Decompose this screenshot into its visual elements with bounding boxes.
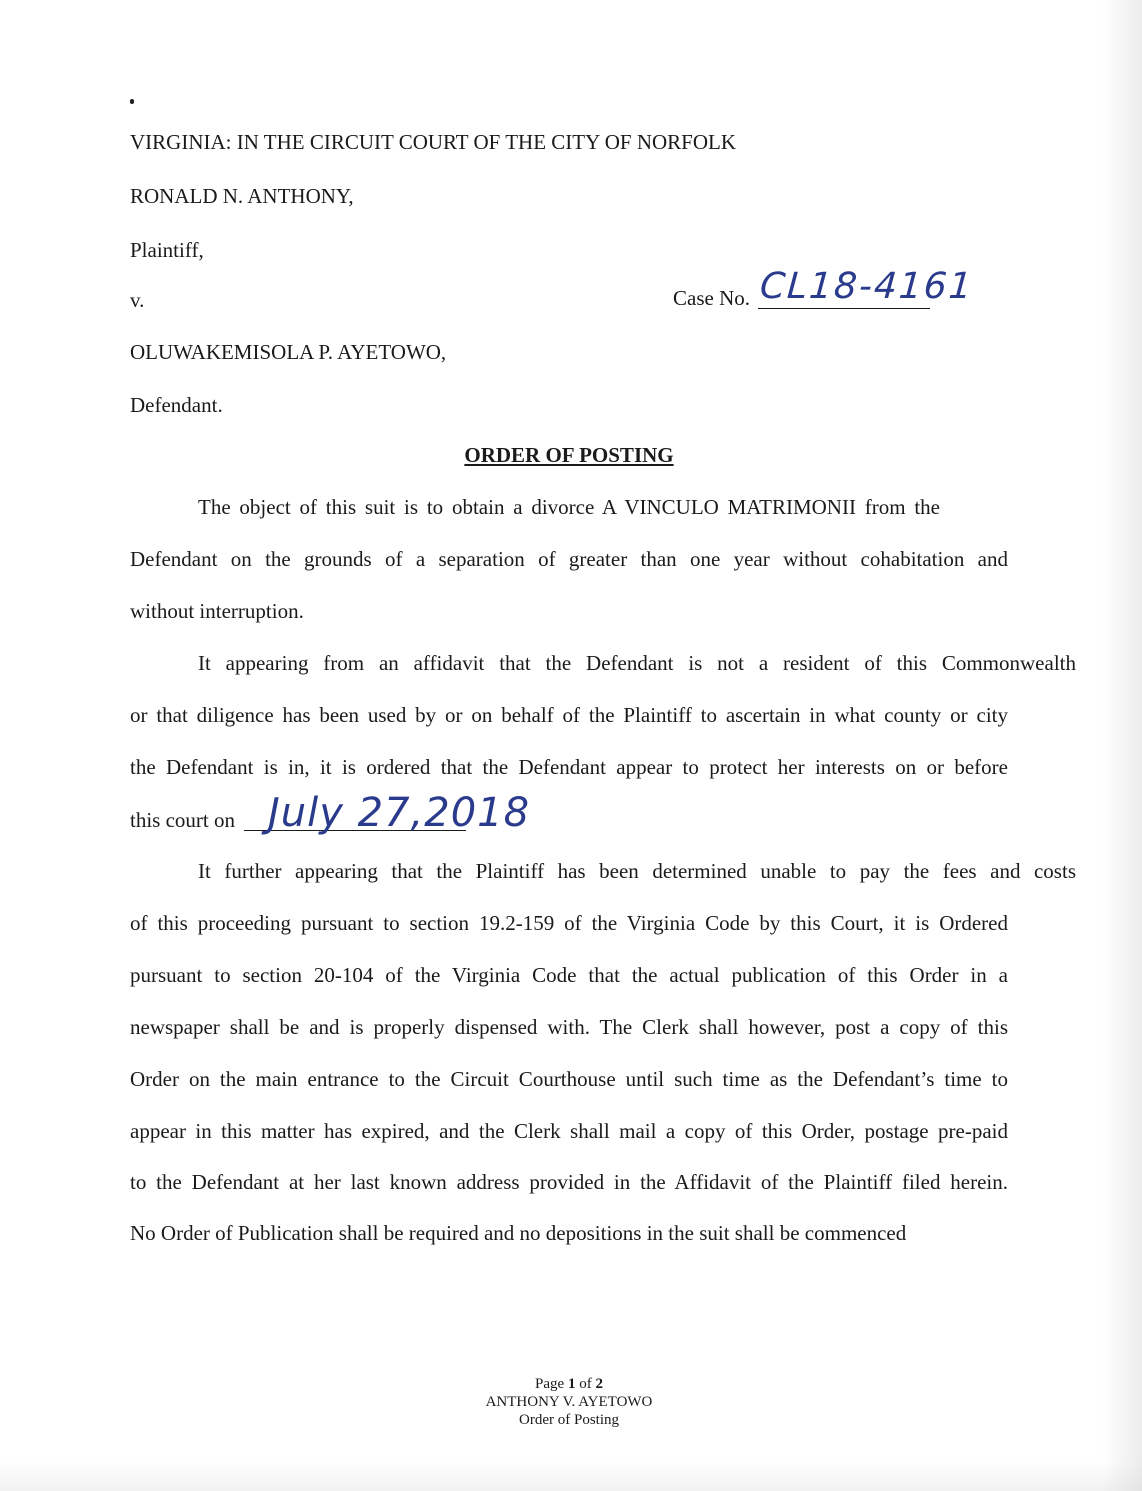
case-number-handwritten: CL18-4161 xyxy=(758,266,976,307)
scan-speck xyxy=(130,99,134,104)
para2-line2: or that diligence has been used by or on behalf of the Plaintiff to ascertain in what county or city xyxy=(130,703,1008,727)
court-on-label: this court on xyxy=(130,808,235,832)
para1-line3: without interruption. xyxy=(130,599,304,623)
para3-line7: to the Defendant at her last known address provided in the Affidavit of the Plaintiff filed herein. xyxy=(130,1170,1008,1194)
para2-line3: the Defendant is in, it is ordered that the Defendant appear to protect her interests on or before xyxy=(130,755,1008,779)
para1-line2: Defendant on the grounds of a separation of greater than one year without cohabitation and xyxy=(130,547,1008,571)
footer-doc-name: Order of Posting xyxy=(519,1412,619,1428)
plaintiff-name: RONALD N. ANTHONY, xyxy=(130,184,354,208)
page-total: 2 xyxy=(595,1376,603,1392)
footer-case-caption: ANTHONY V. AYETOWO xyxy=(485,1394,653,1410)
plaintiff-role: Plaintiff, xyxy=(130,238,204,262)
versus-label: v. xyxy=(130,288,145,312)
para3-line6: appear in this matter has expired, and the Clerk shall mail a copy of this Order, postage pre-paid xyxy=(130,1119,1008,1143)
case-number-label: Case No. xyxy=(673,286,750,310)
para3-line8: No Order of Publication shall be required and no depositions in the suit shall be commenced xyxy=(130,1221,907,1245)
para3-line4: newspaper shall be and is properly dispensed with. The Clerk shall however, post a copy of this xyxy=(130,1015,1008,1039)
defendant-name: OLUWAKEMISOLA P. AYETOWO, xyxy=(130,340,447,364)
case-number-blank xyxy=(758,308,930,309)
para3-line5: Order on the main entrance to the Circuit Courthouse until such time as the Defendant’s time to xyxy=(130,1067,1008,1091)
page-word: Page xyxy=(535,1376,565,1392)
page-current: 1 xyxy=(567,1376,576,1392)
order-title: ORDER OF POSTING xyxy=(464,443,674,467)
para3-line2: of this proceeding pursuant to section 19.2-159 of the Virginia Code by this Court, it is Ordered xyxy=(130,911,1008,935)
para3-line3: pursuant to section 20-104 of the Virginia Code that the actual publication of this Order in a xyxy=(130,963,1008,987)
scan-shadow-bottom xyxy=(0,1461,1142,1491)
para2-line1: It appearing from an affidavit that the Defendant is not a resident of this Commonwealth xyxy=(198,651,1076,675)
scan-shadow-right xyxy=(1102,0,1142,1491)
defendant-role: Defendant. xyxy=(130,393,223,417)
page-number xyxy=(0,1375,1138,1393)
para1-line1: The object of this suit is to obtain a divorce A VINCULO MATRIMONII from the xyxy=(198,495,940,519)
page-of: of xyxy=(579,1376,592,1392)
para3-line1: It further appearing that the Plaintiff has been determined unable to pay the fees and costs xyxy=(198,859,1076,883)
court-heading: VIRGINIA: IN THE CIRCUIT COURT OF THE CITY OF NORFOLK xyxy=(130,130,737,154)
court-date-handwritten: July 27,2018 xyxy=(268,790,531,836)
